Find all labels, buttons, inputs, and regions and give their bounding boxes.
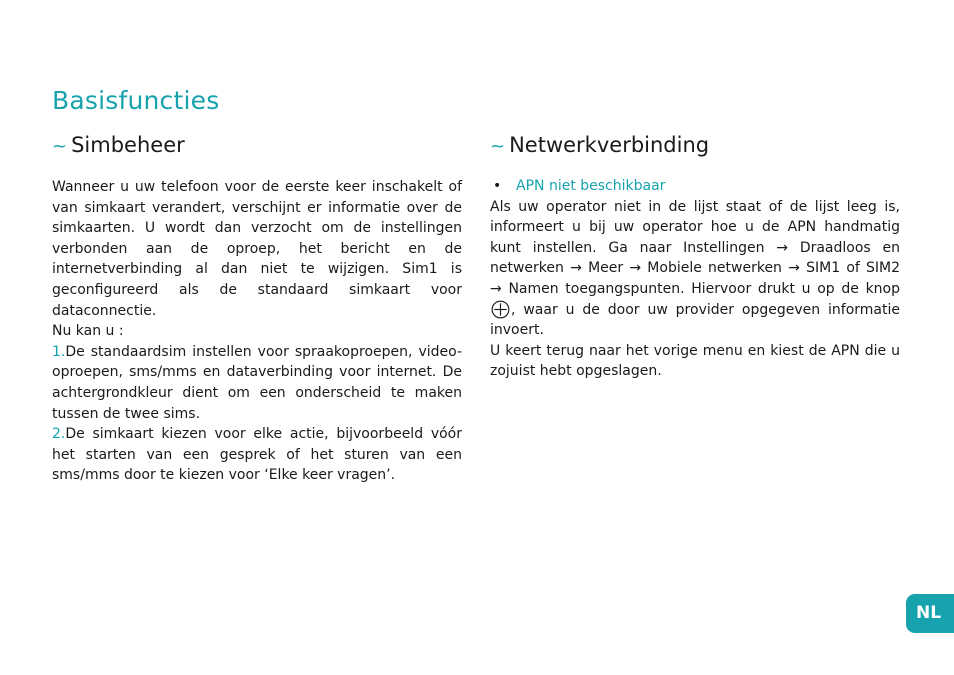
bullet-item bbox=[490, 176, 900, 197]
text-run: , waar u de door uw provider opgegeven informatie invoert. bbox=[490, 301, 900, 339]
text-run: Namen toegangspunten. Hiervoor drukt u op de knop bbox=[508, 280, 901, 297]
list-item bbox=[52, 342, 462, 424]
intro-paragraph: Wanneer u uw telefoon voor de eerste keer inschakelt of van simkaart verandert, verschijnt er informatie over de simkaarten. U wordt dan verzocht om de instellingen verbonden aan de oproep, het bericht en de internetverbinding al dan niet te wijzigen. Sim1 is geconfigureerd als de standaard simkaart voor dataconnectie. bbox=[52, 179, 462, 319]
item-number: 2. bbox=[52, 426, 66, 443]
options-intro: Nu kan u : bbox=[52, 323, 124, 340]
apn-instructions bbox=[490, 197, 900, 341]
item-text: De simkaart kiezen voor elke actie, bijvoorbeeld vóór het starten van een gesprek of het sturen van een sms/mms door te kiezen voor ‘Elke keer vragen’. bbox=[52, 426, 462, 484]
section-heading-netwerkverbinding bbox=[490, 130, 900, 160]
section-body bbox=[490, 176, 900, 382]
section-heading-simbeheer bbox=[52, 130, 462, 160]
language-badge: NL bbox=[906, 594, 954, 633]
tilde-mark: ~ bbox=[52, 136, 68, 157]
arrow-right-icon: → bbox=[570, 260, 582, 277]
section-body bbox=[52, 177, 462, 486]
list-item bbox=[52, 424, 462, 486]
heading-text: Netwerkverbinding bbox=[509, 133, 710, 157]
text-run: Mobiele netwerken bbox=[647, 260, 782, 277]
text-run: Als uw operator niet in de lijst staat of de lijst leeg is, informeert u bij uw operator hoe u de APN handmatig kunt instellen. Ga naar Instellingen bbox=[490, 198, 900, 256]
page-title: Basisfuncties bbox=[52, 86, 220, 115]
apn-return-paragraph: U keert terug naar het vorige menu en kiest de APN die u zojuist hebt opgeslagen. bbox=[490, 342, 900, 380]
text-run: Meer bbox=[588, 260, 624, 277]
arrow-right-icon: → bbox=[788, 260, 800, 277]
arrow-right-icon: → bbox=[629, 260, 642, 277]
arrow-right-icon: → bbox=[776, 239, 789, 256]
item-text: De standaardsim instellen voor spraakoproepen, video-oproepen, sms/mms en dataverbinding voor internet. De achtergrondkleur dient om een onderscheid te maken tussen de twee sims. bbox=[52, 343, 462, 422]
heading-text: Simbeheer bbox=[71, 133, 185, 157]
bullet-title: APN niet beschikbaar bbox=[516, 178, 666, 194]
text-run: SIM1 of SIM2 bbox=[806, 260, 901, 277]
text-run: Draadloos en netwerken bbox=[490, 239, 900, 277]
bullet-icon: • bbox=[493, 178, 502, 194]
arrow-right-icon: → bbox=[490, 280, 502, 297]
item-number: 1. bbox=[52, 343, 66, 360]
tilde-mark: ~ bbox=[490, 136, 506, 157]
section-simbeheer bbox=[52, 130, 462, 486]
plus-circle-icon bbox=[491, 300, 510, 319]
section-netwerkverbinding bbox=[490, 130, 900, 382]
